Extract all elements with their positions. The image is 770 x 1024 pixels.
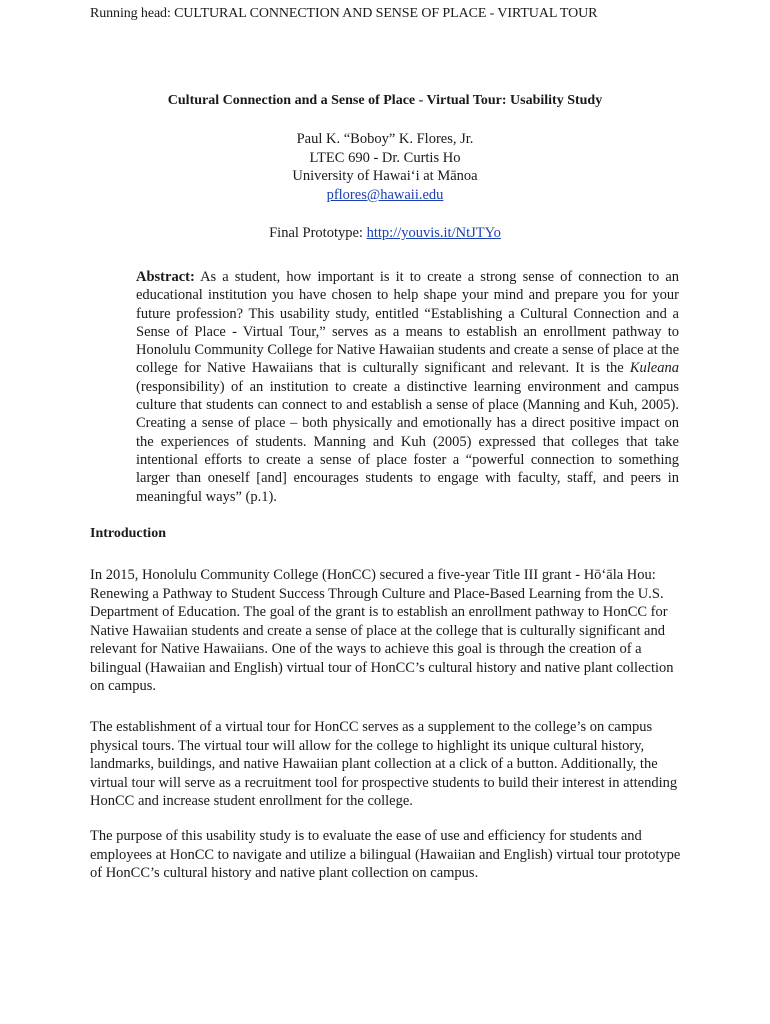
author-name: Paul K. “Boboy” K. Flores, Jr. — [296, 131, 474, 147]
prototype-line — [0, 225, 770, 242]
intro-paragraph-1: In 2015, Honolulu Community College (HonCC) secured a five-year Title III grant - Hōʻāla Hou: Renewing a Pathway to Student Success Through Culture and Place-Based Learning from the U.S. Department of Education. The goal of the grant is to establish an enrollment pathway to HonCC for Native Hawaiian students and create a sense of place at the college that is culturally significant and relevant for Native Hawaiians. One of the ways to achieve this goal is through the creation of a bilingual (Hawaiian and English) virtual tour of HonCC’s cultural history and native plant collection on campus. — [90, 567, 674, 694]
prototype-label: Final Prototype: — [269, 225, 367, 241]
introduction-heading: Introduction — [90, 526, 166, 541]
abstract — [136, 268, 679, 506]
author-block — [0, 130, 770, 204]
author-institution: University of Hawaiʻi at Mānoa — [292, 168, 478, 184]
intro-paragraph-2: The establishment of a virtual tour for HonCC serves as a supplement to the college’s on campus physical tours. The virtual tour will allow for the college to highlight its unique cultural history, landmarks, buildings, and native Hawaiian plant collection at a click of a button. Additionally, the virtual tour will serve as a recruitment tool for prospective students to build their interest in attending HonCC and increase student enrollment for the college. — [90, 719, 678, 809]
abstract-label: Abstract: — [136, 269, 195, 285]
author-course: LTEC 690 - Dr. Curtis Ho — [309, 149, 461, 166]
running-head: Running head: CULTURAL CONNECTION AND SENSE OF PLACE - VIRTUAL TOUR — [90, 6, 598, 21]
prototype-url-link[interactable]: http://youvis.it/NtJTYo — [366, 225, 501, 241]
paper-title: Cultural Connection and a Sense of Place - Virtual Tour: Usability Study — [167, 93, 603, 108]
abstract-text-part1: As a student, how important is it to create a strong sense of connection to an educational institution you have chosen to help shape your mind and prepare you for your future profession? This usability study, entitled “Establishing a Cultural Connection and a Sense of Place - Virtual Tour,” serves as a means to establish an enrollment pathway to Honolulu Community College for Native Hawaiian students and create a sense of place at the college for Native Hawaiians that is culturally significant and relevant. It is the — [136, 269, 679, 377]
abstract-text-part2: (responsibility) of an institution to create a distinctive learning environment and campus culture that students can connect to and establish a sense of place (Manning and Kuh, 2005). Creating a sense of place – both physically and emotionally has a direct positive impact on the experiences of students. Manning and Kuh (2005) expressed that colleges that take intentional efforts to create a sense of place foster a “powerful connection to something larger than oneself [and] encourages students to engage with faculty, staff, and peers in meaningful ways” (p.1). — [136, 378, 679, 505]
abstract-italic-term: Kuleana — [629, 360, 679, 377]
author-email-link[interactable]: pflores@hawaii.edu — [326, 186, 444, 203]
intro-paragraph-3: The purpose of this usability study is to evaluate the ease of use and efficiency for students and employees at HonCC to navigate and utilize a bilingual (Hawaiian and English) virtual tour prototype of HonCC’s cultural history and native plant collection on campus. — [90, 828, 681, 881]
